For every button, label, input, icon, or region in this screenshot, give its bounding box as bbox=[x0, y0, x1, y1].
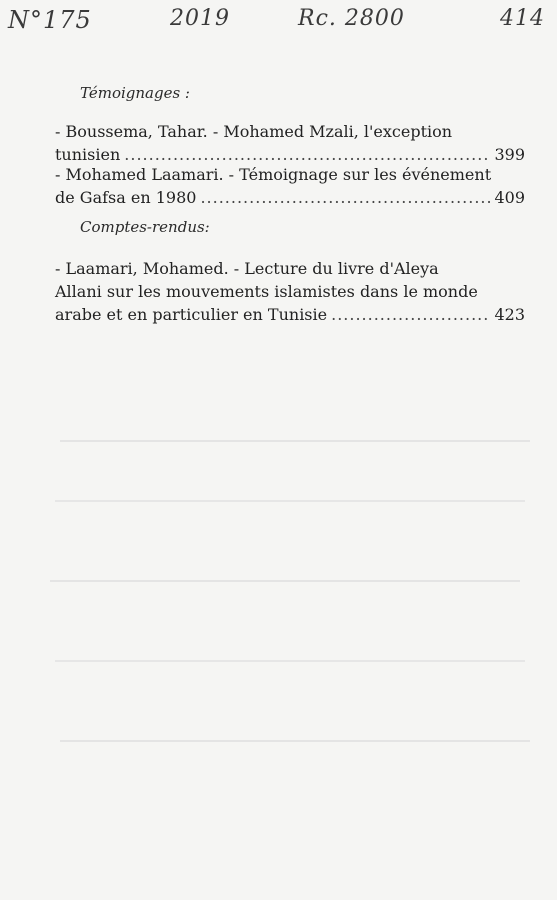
entry-line: - Boussema, Tahar. - Mohamed Mzali, l'exception bbox=[55, 122, 453, 141]
dot-leader bbox=[200, 186, 490, 209]
page-number: 409 bbox=[494, 188, 525, 207]
handwritten-reference: Rc. 2800 bbox=[298, 6, 405, 31]
entry-line: - Mohamed Laamari. - Témoignage sur les événement bbox=[55, 165, 492, 184]
entry-line: Allani sur les mouvements islamistes dans le monde bbox=[55, 282, 478, 301]
page-number: 399 bbox=[494, 145, 525, 164]
entry-line: de Gafsa en 1980 bbox=[55, 188, 197, 207]
handwritten-catalog-number: N°175 bbox=[8, 6, 92, 34]
entry-line: - Laamari, Mohamed. - Lecture du livre d'Aleya bbox=[55, 259, 439, 278]
entry-line: tunisien bbox=[55, 145, 121, 164]
section-heading-comptes-rendus: Comptes-rendus: bbox=[80, 218, 210, 236]
handwritten-page-number: 414 bbox=[500, 6, 545, 31]
toc-entry bbox=[55, 163, 525, 209]
dot-leader bbox=[331, 303, 490, 326]
handwritten-year: 2019 bbox=[170, 6, 230, 31]
page-number: 423 bbox=[494, 305, 525, 324]
toc-entry bbox=[55, 120, 525, 166]
section-heading-temoignages: Témoignages : bbox=[80, 84, 190, 102]
entry-line: arabe et en particulier en Tunisie bbox=[55, 305, 328, 324]
toc-entry bbox=[55, 257, 525, 326]
